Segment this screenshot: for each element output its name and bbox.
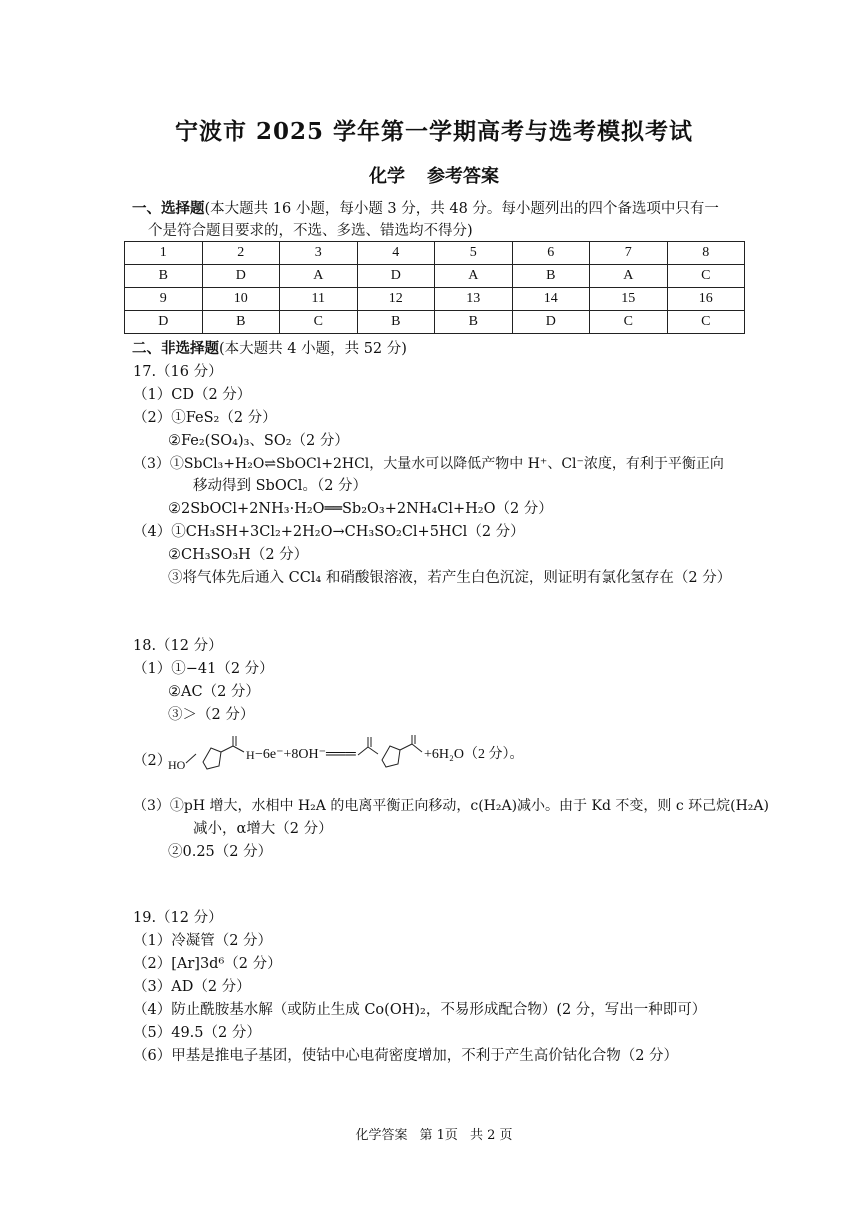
q17-line-1: （1）CD（2 分） <box>133 387 252 403</box>
section2-line <box>132 340 407 358</box>
q18-line-5: （3）①pH 增大，水相中 H₂A 的电离平衡正向移动，c(H₂A)减小。由于 Kd 不变，则 c 环己烷(H₂A) <box>133 798 769 814</box>
page-footer <box>0 1124 868 1143</box>
table-cell: 1 <box>125 242 203 265</box>
q17-line-9: ③将气体先后通入 CCl₄ 和硝酸银溶液，若产生白色沉淀，则证明有氯化氢存在（2 分） <box>168 570 732 586</box>
q18-reaction-structures <box>160 732 580 782</box>
q19-line-5: （5）49.5（2 分） <box>133 1025 261 1041</box>
table-cell: D <box>512 311 590 334</box>
subject-label: 化学 <box>369 166 405 187</box>
table-cell: 13 <box>435 288 513 311</box>
footer-total: 共 2 页 <box>469 1128 513 1143</box>
answer-table <box>124 241 745 334</box>
bond-line <box>358 747 368 755</box>
table-cell: 9 <box>125 288 203 311</box>
furan-ring-1 <box>203 748 221 769</box>
q18-line-6: 减小，α增大（2 分） <box>193 821 333 837</box>
table-cell: B <box>357 311 435 334</box>
table-cell: 16 <box>667 288 745 311</box>
footer-label: 化学答案 <box>355 1128 408 1143</box>
table-cell: D <box>202 265 280 288</box>
reaction-products: +6H₂O（2 分）。 <box>424 747 524 762</box>
furan-ring-2 <box>382 746 400 767</box>
reaction-equation: −6e⁻+8OH⁻═══ <box>255 747 356 762</box>
bond-line <box>412 744 422 752</box>
table-cell: 7 <box>590 242 668 265</box>
q18-line-1: （1）①−41（2 分） <box>133 661 274 677</box>
q17-line-2: （2）①FeS₂（2 分） <box>133 410 277 426</box>
table-cell: D <box>357 265 435 288</box>
table-cell: A <box>280 265 358 288</box>
bond-line <box>186 754 196 763</box>
table-row <box>125 311 745 334</box>
section1-heading: 一、选择题 <box>132 200 205 217</box>
table-cell: 4 <box>357 242 435 265</box>
document-title: 宁波市 2025 学年第一学期高考与选考模拟考试 <box>174 118 694 145</box>
section2-desc: (本大题共 4 小题，共 52 分) <box>219 341 407 357</box>
section2-heading: 二、非选择题 <box>132 340 219 357</box>
q18-line-7: ②0.25（2 分） <box>168 844 273 860</box>
table-cell: C <box>667 265 745 288</box>
table-cell: 15 <box>590 288 668 311</box>
table-cell: B <box>512 265 590 288</box>
q19-line-3: （3）AD（2 分） <box>133 979 251 995</box>
table-cell: 12 <box>357 288 435 311</box>
table-cell: C <box>280 311 358 334</box>
q19-line-6: （6）甲基是推电子基团，使钴中心电荷密度增加，不利于产生高价钴化合物（2 分） <box>133 1048 679 1064</box>
table-cell: 2 <box>202 242 280 265</box>
footer-page: 第 1页 <box>419 1128 458 1143</box>
table-cell: 3 <box>280 242 358 265</box>
table-cell: D <box>125 311 203 334</box>
q18-heading: 18.（12 分） <box>133 638 223 654</box>
q17-line-3: ②Fe₂(SO₄)₃、SO₂（2 分） <box>168 433 349 449</box>
q19-heading: 19.（12 分） <box>133 910 223 926</box>
bond-line <box>221 746 233 752</box>
q17-line-4: （3）①SbCl₃+H₂O⇌SbOCl+2HCl，大量水可以降低产物中 H⁺、Cl⁻浓度，有利于平衡正向 <box>133 456 724 472</box>
q18-line-2: ②AC（2 分） <box>168 684 260 700</box>
q19-line-1: （1）冷凝管（2 分） <box>133 933 273 949</box>
table-cell: B <box>435 311 513 334</box>
q17-line-8: ②CH₃SO₃H（2 分） <box>168 547 309 563</box>
table-cell: 14 <box>512 288 590 311</box>
bond-line <box>233 746 244 752</box>
q18-line-4-number: （2） <box>133 753 172 769</box>
table-cell: B <box>202 311 280 334</box>
table-row <box>125 265 745 288</box>
table-cell: 8 <box>667 242 745 265</box>
table-row <box>125 288 745 311</box>
hydroxyl-label: HO <box>168 758 186 772</box>
table-cell: A <box>435 265 513 288</box>
table-row <box>125 242 745 265</box>
table-cell: 6 <box>512 242 590 265</box>
section1-desc-1: (本大题共 16 小题，每小题 3 分，共 48 分。每小题列出的四个备选项中只有一 <box>204 201 719 217</box>
section1-desc-2: 个是符合题目要求的，不选、多选、错选均不得分) <box>148 223 473 239</box>
table-cell: 10 <box>202 288 280 311</box>
table-cell: C <box>590 311 668 334</box>
table-cell: 5 <box>435 242 513 265</box>
q17-line-5: 移动得到 SbOCl。（2 分） <box>193 478 368 494</box>
table-cell: 11 <box>280 288 358 311</box>
aldehyde-h-label: H <box>246 748 255 762</box>
q17-line-7: （4）①CH₃SH+3Cl₂+2H₂O→CH₃SO₂Cl+5HCl（2 分） <box>133 524 525 540</box>
table-cell: C <box>667 311 745 334</box>
table-cell: A <box>590 265 668 288</box>
q18-line-3: ③＞（2 分） <box>168 707 255 723</box>
doc-type-label: 参考答案 <box>427 166 499 187</box>
q17-heading: 17.（16 分） <box>133 364 223 380</box>
section1-line1 <box>132 200 719 218</box>
bond-line <box>368 747 378 754</box>
bond-line <box>400 744 412 750</box>
q17-line-6: ②2SbOCl+2NH₃·H₂O══Sb₂O₃+2NH₄Cl+H₂O（2 分） <box>168 501 553 517</box>
document-subtitle <box>0 162 868 188</box>
q19-line-2: （2）[Ar]3d⁶（2 分） <box>133 956 282 972</box>
q19-line-4: （4）防止酰胺基水解（或防止生成 Co(OH)₂，不易形成配合物）(2 分，写出一种即可） <box>133 1002 707 1018</box>
table-cell: B <box>125 265 203 288</box>
